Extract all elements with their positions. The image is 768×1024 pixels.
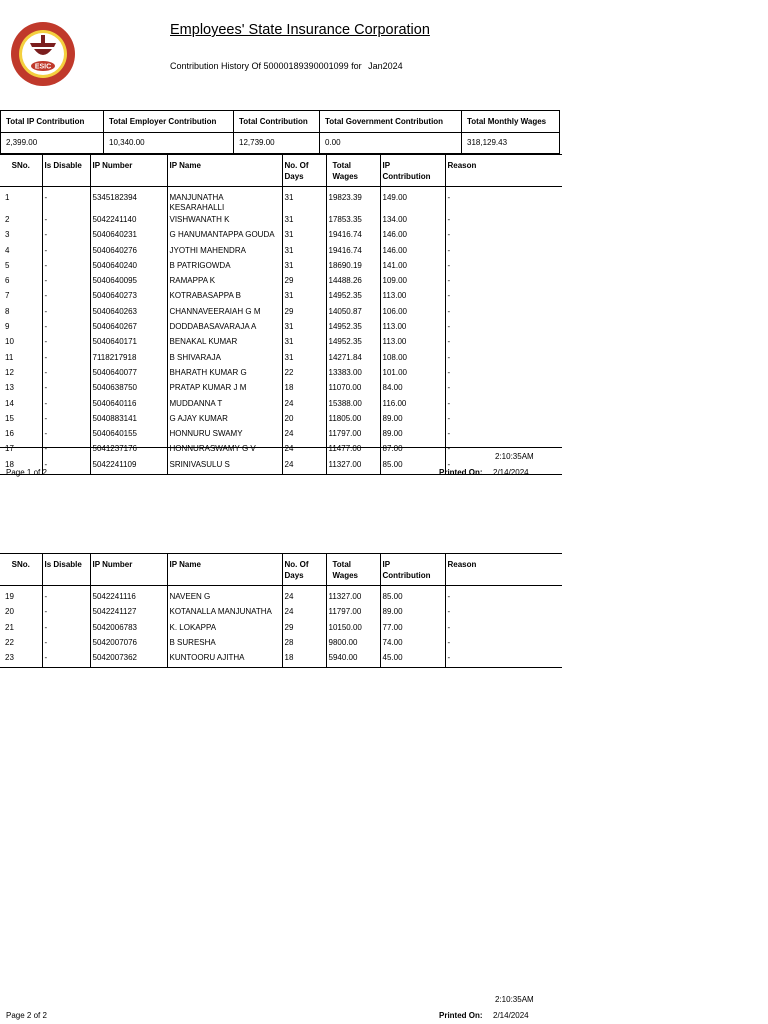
cell-ip-number: 5040640267 [90, 321, 167, 336]
header-ip-contribution-line2: Contribution [382, 172, 431, 181]
cell-wages: 11327.00 [326, 591, 380, 606]
cell-ip-number: 5042006783 [90, 622, 167, 637]
cell-ip-contribution: 146.00 [380, 245, 445, 260]
cell-ip-contribution: 101.00 [380, 367, 445, 382]
cell-wages: 10150.00 [326, 622, 380, 637]
cell-reason: - [445, 275, 562, 290]
cell-is-disable: - [42, 192, 90, 214]
cell-is-disable: - [42, 428, 90, 443]
table-header-row [0, 155, 562, 187]
summary-header-cell: Total Contribution [234, 111, 320, 133]
cell-reason: - [445, 382, 562, 397]
header-ip-name: IP Name [167, 554, 282, 586]
printed-on-date: 2/14/2024 [493, 1011, 529, 1020]
header-days-line2: Days [284, 571, 304, 580]
subtitle-prefix: Contribution History Of 50000189390001099 for [170, 61, 362, 71]
cell-reason: - [445, 290, 562, 305]
cell-days: 22 [282, 367, 326, 382]
table-row [0, 652, 562, 668]
table-row [0, 606, 562, 621]
cell-ip-number: 5042241116 [90, 591, 167, 606]
cell-sno: 12 [5, 367, 14, 377]
cell-is-disable: - [42, 652, 90, 668]
cell-ip-name: MANJUNATHA KESARAHALLI [167, 192, 282, 214]
printed-on-label: Printed On: [439, 468, 483, 477]
cell-reason: - [445, 367, 562, 382]
table-row [0, 352, 562, 367]
cell-ip-number: 5040640263 [90, 306, 167, 321]
cell-days: 31 [282, 245, 326, 260]
table-row [0, 192, 562, 214]
cell-ip-contribution: 74.00 [380, 637, 445, 652]
cell-ip-contribution: 45.00 [380, 652, 445, 668]
cell-ip-contribution: 89.00 [380, 606, 445, 621]
summary-header-cell: Total Monthly Wages [462, 111, 560, 133]
cell-ip-number: 5042007076 [90, 637, 167, 652]
header-wages-line1: Total [332, 161, 352, 170]
cell-ip-contribution: 146.00 [380, 229, 445, 244]
cell-days: 24 [282, 591, 326, 606]
cell-reason: - [445, 606, 562, 621]
cell-is-disable: - [42, 637, 90, 652]
cell-days: 31 [282, 214, 326, 229]
cell-reason: - [445, 192, 562, 214]
cell-reason: - [445, 413, 562, 428]
cell-ip-contribution: 149.00 [380, 192, 445, 214]
table-row [0, 398, 562, 413]
cell-ip-contribution: 116.00 [380, 398, 445, 413]
cell-ip-name: K. LOKAPPA [167, 622, 282, 637]
cell-sno: 3 [5, 230, 10, 240]
cell-is-disable: - [42, 398, 90, 413]
table-row [0, 306, 562, 321]
summary-value-cell: 318,129.43 [462, 133, 560, 154]
summary-value-cell: 0.00 [320, 133, 462, 154]
cell-sno: 5 [5, 260, 10, 270]
cell-ip-contribution: 85.00 [380, 459, 445, 475]
printed-on-label: Printed On: [439, 1011, 483, 1020]
summary-value-row [1, 133, 560, 154]
cell-ip-name: PRATAP KUMAR J M [167, 382, 282, 397]
cell-ip-number: 5042241140 [90, 214, 167, 229]
print-time: 2:10:35AM [495, 452, 534, 461]
cell-ip-number: 5040640273 [90, 290, 167, 305]
cell-wages: 11070.00 [326, 382, 380, 397]
summary-header-row [1, 111, 560, 133]
summary-value-cell: 12,739.00 [234, 133, 320, 154]
cell-ip-name: B SHIVARAJA [167, 352, 282, 367]
cell-wages: 11797.00 [326, 606, 380, 621]
cell-reason: - [445, 214, 562, 229]
cell-days: 24 [282, 459, 326, 475]
cell-days: 31 [282, 260, 326, 275]
cell-days: 31 [282, 352, 326, 367]
cell-ip-name: MUDDANNA T [167, 398, 282, 413]
header-wages-line2: Wages [332, 571, 358, 580]
cell-ip-contribution: 85.00 [380, 591, 445, 606]
table-row [0, 637, 562, 652]
esic-logo [10, 21, 76, 87]
cell-wages: 14050.87 [326, 306, 380, 321]
footer-divider [0, 447, 562, 448]
cell-ip-number: 5040640240 [90, 260, 167, 275]
cell-sno: 19 [5, 592, 14, 601]
cell-sno: 11 [5, 352, 14, 362]
cell-sno: 4 [5, 245, 10, 255]
cell-ip-number: 5042007362 [90, 652, 167, 668]
cell-ip-name: G AJAY KUMAR [167, 413, 282, 428]
cell-wages: 14952.35 [326, 321, 380, 336]
report-subtitle [170, 61, 407, 71]
cell-wages: 11797.00 [326, 428, 380, 443]
summary-header-cell: Total Government Contribution [320, 111, 462, 133]
header-reason: Reason [445, 155, 562, 187]
cell-ip-name: DODDABASAVARAJA A [167, 321, 282, 336]
cell-wages: 13383.00 [326, 367, 380, 382]
cell-ip-contribution: 87.00 [380, 443, 445, 458]
cell-ip-contribution: 113.00 [380, 290, 445, 305]
cell-is-disable: - [42, 260, 90, 275]
cell-reason: - [445, 321, 562, 336]
cell-is-disable: - [42, 336, 90, 351]
cell-days: 31 [282, 321, 326, 336]
table-row [0, 245, 562, 260]
cell-reason: - [445, 652, 562, 668]
cell-ip-number: 5040638750 [90, 382, 167, 397]
cell-ip-name: BENAKAL KUMAR [167, 336, 282, 351]
cell-days: 24 [282, 606, 326, 621]
cell-sno: 6 [5, 276, 10, 286]
page-number: Page 1 of 2 [6, 468, 47, 477]
cell-days: 24 [282, 398, 326, 413]
cell-ip-number: 5040640155 [90, 428, 167, 443]
cell-sno: 20 [5, 607, 14, 617]
cell-ip-number: 5040640231 [90, 229, 167, 244]
cell-ip-name: G HANUMANTAPPA GOUDA [167, 229, 282, 244]
page-number: Page 2 of 2 [6, 1011, 47, 1020]
cell-sno: 18 [5, 459, 14, 469]
cell-days: 31 [282, 336, 326, 351]
cell-ip-name: KOTANALLA MANJUNATHA [167, 606, 282, 621]
header-wages-line2: Wages [332, 172, 358, 181]
header-ip-name: IP Name [167, 155, 282, 187]
cell-ip-name: HONNURU SWAMY [167, 428, 282, 443]
header-ip-contribution [380, 554, 445, 586]
header-days [282, 155, 326, 187]
cell-wages: 14271.84 [326, 352, 380, 367]
cell-wages: 14952.35 [326, 336, 380, 351]
cell-wages: 14488.26 [326, 275, 380, 290]
cell-sno: 21 [5, 622, 14, 632]
cell-sno: 10 [5, 337, 14, 347]
cell-ip-name: KUNTOORU AJITHA [167, 652, 282, 668]
table-row [0, 336, 562, 351]
cell-ip-contribution: 134.00 [380, 214, 445, 229]
header-ip-number: IP Number [90, 554, 167, 586]
header-ip-number: IP Number [90, 155, 167, 187]
cell-is-disable: - [42, 290, 90, 305]
cell-reason: - [445, 352, 562, 367]
cell-reason: - [445, 336, 562, 351]
cell-is-disable: - [42, 382, 90, 397]
cell-ip-number: 7118217918 [90, 352, 167, 367]
cell-wages: 19823.39 [326, 192, 380, 214]
table-row [0, 622, 562, 637]
cell-sno: 14 [5, 398, 14, 408]
cell-sno: 17 [5, 444, 14, 454]
summary-value-cell: 10,340.00 [104, 133, 234, 154]
table-header-row [0, 554, 562, 586]
cell-is-disable: - [42, 622, 90, 637]
header-sno: SNo. [0, 554, 42, 586]
cell-ip-contribution: 141.00 [380, 260, 445, 275]
cell-reason: - [445, 245, 562, 260]
cell-ip-name: CHANNAVEERAIAH G M [167, 306, 282, 321]
cell-sno: 7 [5, 291, 10, 301]
summary-value-cell: 2,399.00 [1, 133, 104, 154]
cell-ip-number: 5040640077 [90, 367, 167, 382]
header-is-disable: Is Disable [42, 554, 90, 586]
svg-text:ESIC: ESIC [34, 63, 52, 71]
header-days-line1: No. Of [284, 161, 309, 170]
cell-reason: - [445, 637, 562, 652]
cell-days: 28 [282, 637, 326, 652]
cell-is-disable: - [42, 352, 90, 367]
cell-wages: 18690.19 [326, 260, 380, 275]
cell-ip-name: HONNURASWAMY G V [167, 443, 282, 458]
cell-reason: - [445, 306, 562, 321]
cell-days: 29 [282, 306, 326, 321]
cell-is-disable: - [42, 214, 90, 229]
cell-ip-number: 5040640116 [90, 398, 167, 413]
cell-wages: 15388.00 [326, 398, 380, 413]
cell-is-disable: - [42, 367, 90, 382]
cell-ip-name: SRINIVASULU S [167, 459, 282, 475]
table-row [0, 260, 562, 275]
cell-wages: 17853.35 [326, 214, 380, 229]
table-row [0, 290, 562, 305]
table-row [0, 413, 562, 428]
print-time: 2:10:35AM [495, 995, 534, 1004]
table-row [0, 428, 562, 443]
cell-wages: 11477.00 [326, 443, 380, 458]
cell-reason: - [445, 398, 562, 413]
cell-wages: 19416.74 [326, 245, 380, 260]
cell-ip-number: 5040883141 [90, 413, 167, 428]
header-ip-contribution-line1: IP [382, 560, 391, 569]
table-row [0, 591, 562, 606]
header-ip-contribution [380, 155, 445, 187]
table-row [0, 321, 562, 336]
cell-reason: - [445, 229, 562, 244]
cell-ip-contribution: 113.00 [380, 336, 445, 351]
cell-wages: 11805.00 [326, 413, 380, 428]
cell-ip-number: 5042241127 [90, 606, 167, 621]
cell-sno: 15 [5, 413, 14, 423]
cell-is-disable: - [42, 306, 90, 321]
summary-header-cell: Total Employer Contribution [104, 111, 234, 133]
cell-days: 31 [282, 192, 326, 214]
cell-wages: 19416.74 [326, 229, 380, 244]
cell-ip-name: VISHWANATH K [167, 214, 282, 229]
summary-header-cell: Total IP Contribution [1, 111, 104, 133]
cell-ip-name: RAMAPPA K [167, 275, 282, 290]
cell-reason: - [445, 443, 562, 458]
cell-is-disable: - [42, 606, 90, 621]
cell-ip-number: 5040640095 [90, 275, 167, 290]
cell-wages: 11327.00 [326, 459, 380, 475]
subtitle-period: Jan2024 [368, 61, 403, 71]
contribution-table-page1 [0, 154, 562, 475]
cell-ip-contribution: 89.00 [380, 413, 445, 428]
cell-ip-contribution: 108.00 [380, 352, 445, 367]
cell-days: 24 [282, 428, 326, 443]
header-wages [326, 554, 380, 586]
header-wages-line1: Total [332, 560, 352, 569]
printed-on-date: 2/14/2024 [493, 468, 529, 477]
cell-ip-contribution: 106.00 [380, 306, 445, 321]
cell-ip-name: NAVEEN G [167, 591, 282, 606]
cell-is-disable: - [42, 229, 90, 244]
cell-days: 18 [282, 652, 326, 668]
cell-sno: 9 [5, 322, 10, 332]
header-days [282, 554, 326, 586]
cell-is-disable: - [42, 591, 90, 606]
cell-ip-contribution: 89.00 [380, 428, 445, 443]
cell-sno: 13 [5, 383, 14, 393]
cell-ip-name: KOTRABASAPPA B [167, 290, 282, 305]
cell-is-disable: - [42, 459, 90, 475]
cell-ip-contribution: 84.00 [380, 382, 445, 397]
cell-wages: 14952.35 [326, 290, 380, 305]
cell-days: 29 [282, 275, 326, 290]
table-row [0, 214, 562, 229]
cell-ip-number: 5040640171 [90, 336, 167, 351]
cell-sno: 22 [5, 637, 14, 647]
cell-reason: - [445, 591, 562, 606]
cell-sno: 8 [5, 306, 10, 316]
cell-days: 31 [282, 290, 326, 305]
cell-ip-number: 5040640276 [90, 245, 167, 260]
cell-ip-number: 5345182394 [90, 192, 167, 214]
table-row [0, 443, 562, 458]
header-ip-contribution-line2: Contribution [382, 571, 431, 580]
cell-is-disable: - [42, 275, 90, 290]
cell-ip-contribution: 109.00 [380, 275, 445, 290]
contribution-table-page2 [0, 553, 562, 668]
cell-ip-name: JYOTHI MAHENDRA [167, 245, 282, 260]
table-row [0, 275, 562, 290]
cell-days: 24 [282, 443, 326, 458]
header-days-line1: No. Of [284, 560, 309, 569]
header-is-disable: Is Disable [42, 155, 90, 187]
cell-reason: - [445, 459, 562, 475]
cell-days: 20 [282, 413, 326, 428]
org-title: Employees' State Insurance Corporation [170, 22, 430, 38]
header-sno: SNo. [0, 155, 42, 187]
cell-ip-number: 5041237176 [90, 443, 167, 458]
cell-wages: 5940.00 [326, 652, 380, 668]
cell-ip-number: 5042241109 [90, 459, 167, 475]
table-row [0, 382, 562, 397]
cell-sno: 1 [5, 193, 10, 202]
cell-ip-name: BHARATH KUMAR G [167, 367, 282, 382]
cell-ip-contribution: 77.00 [380, 622, 445, 637]
cell-sno: 16 [5, 429, 14, 439]
cell-is-disable: - [42, 443, 90, 458]
cell-is-disable: - [42, 245, 90, 260]
header-days-line2: Days [284, 172, 304, 181]
cell-ip-name: B PATRIGOWDA [167, 260, 282, 275]
header-ip-contribution-line1: IP [382, 161, 391, 170]
cell-sno: 2 [5, 215, 10, 224]
cell-wages: 9800.00 [326, 637, 380, 652]
header-wages [326, 155, 380, 187]
header-reason: Reason [445, 554, 562, 586]
cell-reason: - [445, 622, 562, 637]
cell-is-disable: - [42, 413, 90, 428]
cell-reason: - [445, 260, 562, 275]
cell-ip-name: B SURESHA [167, 637, 282, 652]
cell-reason: - [445, 428, 562, 443]
summary-table [0, 110, 560, 154]
cell-days: 29 [282, 622, 326, 637]
table-row [0, 367, 562, 382]
cell-ip-contribution: 113.00 [380, 321, 445, 336]
table-row [0, 229, 562, 244]
cell-is-disable: - [42, 321, 90, 336]
cell-days: 31 [282, 229, 326, 244]
cell-days: 18 [282, 382, 326, 397]
cell-sno: 23 [5, 653, 14, 663]
